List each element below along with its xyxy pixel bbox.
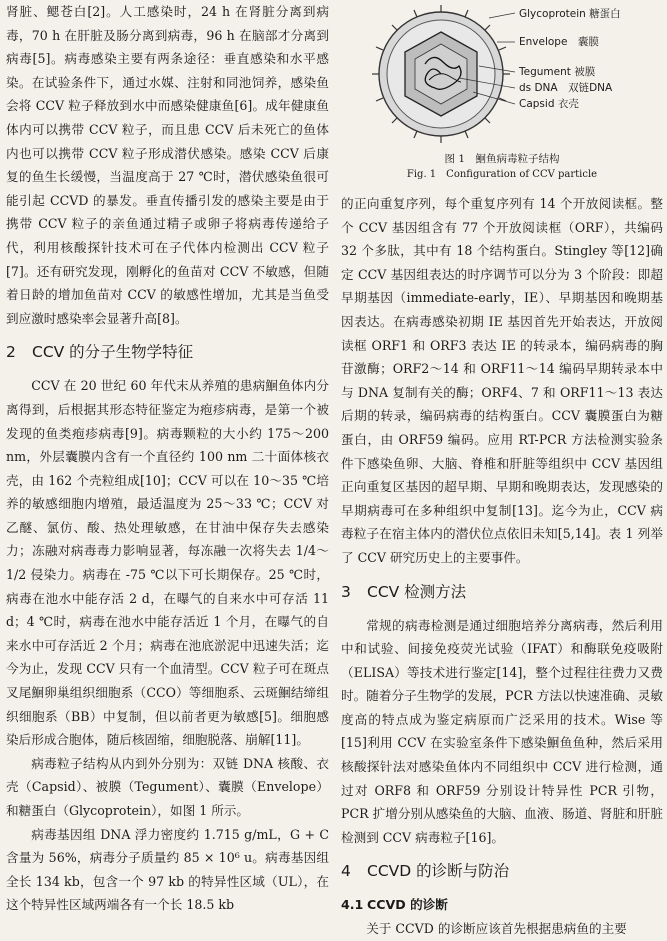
virus-particle-diagram [369,4,519,144]
left-column [6,0,329,917]
figure-caption-en: Fig. 1 Configuration of CCV particle [406,169,598,180]
section-title: CCVD 的诊断与防治 [367,862,510,881]
label-dsdna: ds DNA 双链DNA [519,82,613,94]
paragraph-particle-structure: 病毒粒子结构从内到外分别为：双链 DNA 核酸、衣壳（Capsid）、被膜（Tegument）、囊膜（Envelope）和糖蛋白（Glycoprotein），如图 1 所示。 [6,755,329,818]
subsection-4-1-heading [341,893,663,917]
label-tegument: Tegument 被膜 [519,66,596,78]
section-title: CCV 的分子生物学特征 [32,343,194,362]
label-glycoprotein: Glycoprotein 糖蛋白 [519,8,621,20]
subsection-number: 4.1 [341,897,364,913]
section-number: 3 [341,582,351,601]
paragraph-ccv-properties: CCV 在 20 世纪 60 年代末从养殖的患病鮰鱼体内分离得到，后根据其形态特征鉴定为疱疹病毒，是第一个被发现的鱼类疱疹病毒[9]。病毒颗粒的大小约 175～200 nm，外层囊膜内含有一个直径约 100 nm 二十面体核衣壳，由 162 个壳粒组成[10]；CCV 可以在 10～35 ℃培养的敏感细胞内增殖，最适温度为 25～33 ℃；CCV 对乙醚、氯仿、酸、热处理敏感，在甘油中保存失去感染力；冻融对病毒毒力影响显著，每冻融一次将失去 1/4～1/2 侵染力。病毒在 -75 ℃以下可长期保存。25 ℃时，病毒在池水中能存活 2 d，在曝气的自来水中可存活 11 d；4 ℃时，病毒在池水中能存活近 1 个月，在曝气的自来水中可存活近 2 个月；病毒在池底淤泥中迅速失活；迄今为止，发现 CCV 只有一个血清型。CCV 粒子可在斑点叉尾鮰卵巢组织细胞系（CCO）等细胞系、云斑鮰结缔组织细胞系（BB）中复制，但以前者更为敏感[5]。细胞感染后形成合胞体，随后核固缩，细胞脱落、崩解[11]。 [6,378,329,748]
right-column [341,0,663,941]
figure-caption-cn: 图 1 鮰鱼病毒粒子结构 [444,153,560,165]
section-number: 2 [6,343,16,362]
paragraph-detection: 常规的病毒检测是通过细胞培养分离病毒，然后利用中和试验、间接免疫荧光试验（IFAT）和酶联免疫吸附（ELISA）等技术进行鉴定[14]，整个过程往往费力又费时。随着分子生物学的发展，PCR 方法以快速准确、灵敏度高的特点成为鉴定病原而广泛采用的技术。Wise 等[15]利用 CCV 在实验室条件下感染鮰鱼鱼种，然后采用核酸探针法对感染鱼体内不同组织中 CCV 进行检测，通过对 ORF8 和 ORF59 分别设计特异性 PCR 引物，PCR 扩增分别从感染鱼的大脑、血液、肠道、肾脏和肝脏检测到 CCV 病毒粒子[16]。 [341,617,663,845]
section-2-heading [6,340,329,364]
section-number: 4 [341,862,351,881]
section-3-heading [341,580,663,604]
paragraph-transmission: 肾脏、鳃苍白[2]。人工感染时，24 h 在肾脏分离到病毒，70 h 在肝脏及肠分离到病毒，96 h 在脑部才分离到病毒[5]。病毒感染主要有两条途径：垂直感染和水平感染。在试验条件下，通过水媒、注射和同池饲养，感染鱼会将 CCV 粒子释放到水中而感染健康鱼[6]。成年健康鱼体内可以携带 CCV 粒子，而且患 CCV 后未死亡的鱼体内也可以携带 CCV 粒子形成潜伏感染。感染 CCV 后康复的鱼生长缓慢，当温度高于 27 ℃时，潜伏感染鱼很可能引起 CCVD 的暴发。垂直传播引发的感染主要是由于携带 CCV 粒子的亲鱼通过精子或卵子将病毒传递给子代，利用核酸探针技术可在子代体内检测出 CCV 粒子[7]。还有研究发现，刚孵化的鱼苗对 CCV 不敏感，但随着日龄的增加鱼苗对 CCV 的敏感性增加，尤其是当鱼受到应激时感染率会显著升高[8]。 [6,4,329,326]
label-capsid: Capsid 衣壳 [519,98,579,110]
paragraph-diagnosis: 关于 CCVD 的诊断应该首先根据患病鱼的主要 [366,921,627,937]
label-envelope: Envelope 囊膜 [519,36,599,48]
section-title: CCV 检测方法 [367,582,467,601]
paragraph-genome: 病毒基因组 DNA 浮力密度约 1.715 g/mL，G + C 含量为 56%，病毒分子质量约 85 × 10⁶ u。病毒基因组全长 134 kb，包含一个 97 kb 的特异性区域（UL），在这个特异性区域两端各有一个长 18.5 kb [6,826,329,913]
section-4-heading [341,859,663,883]
figure-1 [341,0,663,192]
subsection-title: CCVD 的诊断 [367,897,448,913]
paragraph-orf: 的正向重复序列，每个重复序列有 14 个开放阅读框。整个 CCV 基因组含有 77 个开放阅读框（ORF），共编码 32 个多肽，其中有 18 个结构蛋白。Stingley 等[12]确定 CCV 基因组表达的时序调节可以分为 3 个阶段：即超早期基因（immediate-early，IE）、早期基因和晚期基因表达。在病毒感染初期 IE 基因首先开始表达，开放阅读框 ORF1 和 ORF3 表达 IE 的转录本，编码病毒的胸苷激酶；ORF2～14 和 ORF11～14 编码早期转录本中与 DNA 复制有关的酶；ORF4、7 和 ORF11～13 表达后期的转录，编码病毒的结构蛋白。CCV 囊膜蛋白为糖蛋白，由 ORF59 编码。应用 RT-PCR 方法检测实验条件下感染鱼卵、大脑、脊椎和肝脏等组织中 CCV 基因组正向重复区基因的超早期、早期和晚期表达，发现感染的早期病毒可在多种组织中复制[13]。迄今为止，CCV 病毒粒子在宿主体内的潜伏位点依旧未知[5,14]。表 1 列举了 CCV 研究历史上的主要事件。 [341,196,663,565]
